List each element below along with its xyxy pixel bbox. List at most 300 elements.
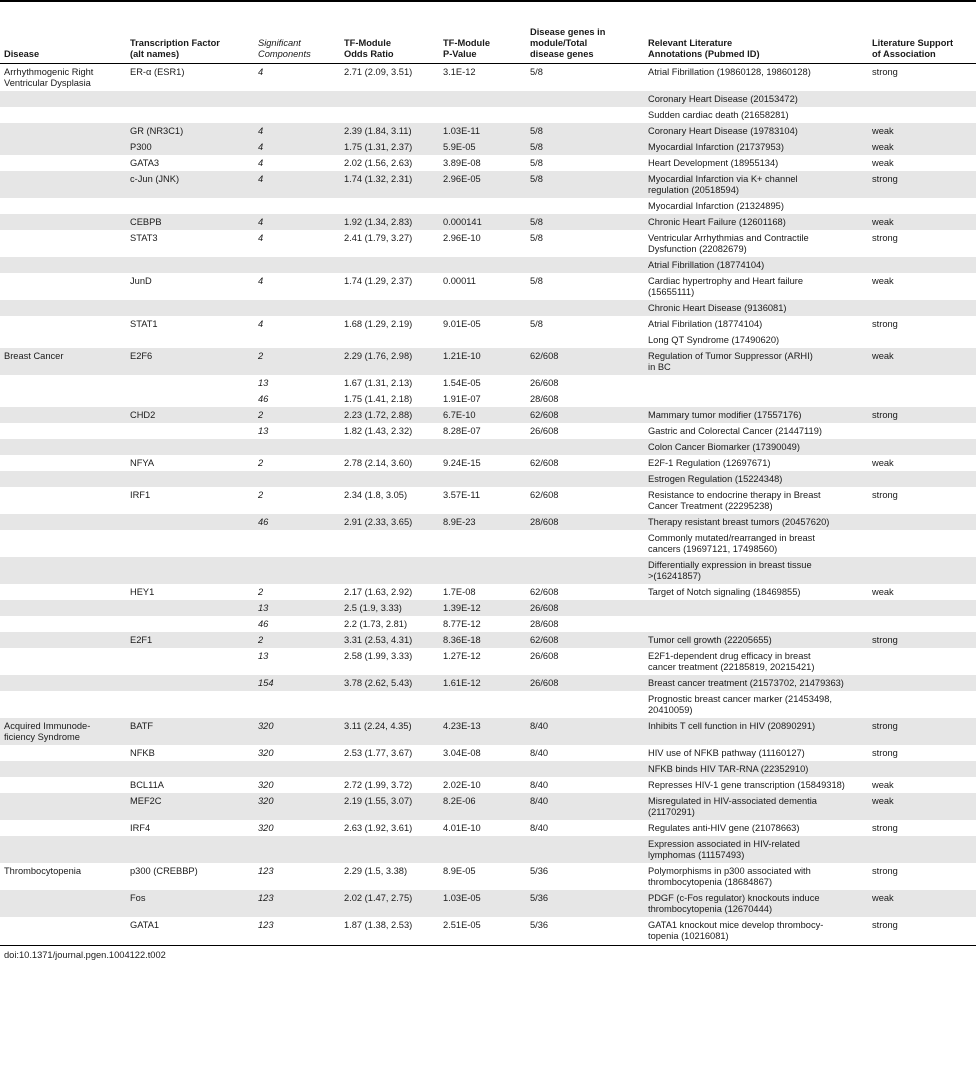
p-value-cell: [439, 107, 526, 123]
annotation-cell: PDGF (c-Fos regulator) knockouts induce thrombocytopenia (12670444): [644, 890, 868, 917]
p-value-cell: [439, 530, 526, 557]
annotation-cell: Myocardial Infarction (21737953): [644, 139, 868, 155]
tf-cell: c-Jun (JNK): [126, 171, 254, 198]
disease-genes-cell: 8/40: [530, 779, 549, 790]
components-cell: [254, 691, 340, 718]
table-row: [0, 214, 976, 230]
tf-cell: MEF2C: [126, 793, 254, 820]
support-cell: strong: [872, 489, 898, 500]
p-value-cell: [439, 300, 526, 316]
disease-genes-cell: 5/8: [530, 232, 543, 243]
support-cell: [868, 91, 976, 107]
support-cell: weak: [868, 793, 976, 820]
table-row: [0, 675, 976, 691]
tf-cell: [126, 91, 254, 107]
disease-cell: [0, 214, 126, 230]
components-cell: [254, 530, 340, 557]
tf-cell: [126, 675, 254, 691]
disease-genes-cell: 5/36: [530, 865, 549, 876]
tf-cell: [126, 557, 254, 584]
components-cell: 4: [258, 318, 264, 329]
annotation-cell: Heart Development (18955134): [648, 157, 779, 168]
annotation-cell: Regulation of Tumor Suppressor (ARHI) in BC: [644, 348, 868, 375]
annotation-cell: Differentially expression in breast tissue >(16241857): [644, 557, 868, 584]
components-cell: [254, 107, 340, 123]
components-cell: [254, 439, 340, 455]
disease-cell: [0, 407, 126, 423]
p-value-cell: 3.89E-08: [443, 157, 481, 168]
tf-cell: E2F1: [126, 632, 254, 648]
disease-cell: [0, 471, 126, 487]
odds-ratio-cell: 2.2 (1.73, 2.81): [344, 618, 408, 629]
support-cell: strong: [868, 632, 976, 648]
table-row: [0, 761, 976, 777]
odds-ratio-cell: 2.19 (1.55, 3.07): [340, 793, 439, 820]
components-cell: 13: [258, 377, 269, 388]
odds-ratio-cell: 2.29 (1.5, 3.38): [344, 865, 408, 876]
p-value-cell: 0.00011: [443, 275, 476, 286]
p-value-cell: [439, 332, 526, 348]
components-cell: 2: [254, 348, 340, 375]
p-value-cell: 1.7E-08: [443, 586, 476, 597]
disease-genes-cell: 5/8: [526, 139, 644, 155]
annotation-cell: Colon Cancer Biomarker (17390049): [644, 439, 868, 455]
p-value-cell: 8.36E-18: [439, 632, 526, 648]
table-row: [0, 600, 976, 616]
odds-ratio-cell: 2.39 (1.84, 3.11): [340, 123, 439, 139]
table-row: [0, 63, 976, 91]
odds-ratio-cell: [340, 198, 439, 214]
annotation-cell: Estrogen Regulation (15224348): [644, 471, 868, 487]
odds-ratio-cell: 1.68 (1.29, 2.19): [344, 318, 413, 329]
support-cell: [868, 761, 976, 777]
components-cell: 320: [254, 793, 340, 820]
support-cell: weak: [868, 348, 976, 375]
support-cell: weak: [872, 586, 894, 597]
odds-ratio-cell: 2.72 (1.99, 3.72): [344, 779, 413, 790]
odds-ratio-cell: [340, 691, 439, 718]
p-value-cell: 2.02E-10: [443, 779, 481, 790]
disease-genes-cell: 62/608: [530, 489, 559, 500]
odds-ratio-cell: [340, 471, 439, 487]
table-row: [0, 198, 976, 214]
disease-genes-cell: [526, 439, 644, 455]
annotation-cell: E2F1-dependent drug efficacy in breast cancer treatment (22185819, 20215421): [648, 650, 815, 672]
components-cell: 4: [254, 214, 340, 230]
odds-ratio-cell: [340, 836, 439, 863]
tf-cell: [126, 107, 254, 123]
support-cell: [868, 439, 976, 455]
table-row: [0, 316, 976, 332]
disease-cell: [0, 332, 126, 348]
tf-cell: GATA3: [130, 157, 160, 168]
disease-cell: [0, 530, 126, 557]
table-row: [0, 171, 976, 198]
annotation-cell: Chronic Heart Failure (12601168): [644, 214, 868, 230]
disease-genes-cell: 8/40: [526, 793, 644, 820]
disease-genes-cell: [526, 332, 644, 348]
support-cell: strong: [872, 919, 898, 930]
table-row: [0, 471, 976, 487]
tf-cell: GR (NR3C1): [126, 123, 254, 139]
odds-ratio-cell: 1.82 (1.43, 2.32): [344, 425, 413, 436]
disease-genes-cell: [526, 198, 644, 214]
annotation-cell: Long QT Syndrome (17490620): [648, 334, 780, 345]
support-cell: [868, 616, 976, 632]
annotation-cell: Regulates anti-HIV gene (21078663): [648, 822, 800, 833]
disease-genes-cell: 62/608: [530, 457, 559, 468]
annotation-cell: Commonly mutated/rearranged in breast cancers (19697121, 17498560): [648, 532, 815, 554]
support-cell: [868, 257, 976, 273]
results-table: [0, 21, 976, 944]
table-row: [0, 890, 976, 917]
p-value-cell: 3.57E-11: [443, 489, 481, 500]
tf-cell: STAT1: [130, 318, 158, 329]
support-cell: [868, 557, 976, 584]
tf-cell: [126, 332, 254, 348]
disease-cell: [0, 300, 126, 316]
components-cell: 320: [258, 779, 274, 790]
disease-genes-cell: 26/608: [530, 377, 559, 388]
table-row: [0, 691, 976, 718]
support-cell: [868, 836, 976, 863]
tf-cell: [126, 423, 254, 439]
components-cell: [254, 761, 340, 777]
top-rule: [0, 0, 976, 2]
components-cell: 13: [258, 650, 269, 661]
p-value-cell: 1.61E-12: [439, 675, 526, 691]
disease-genes-cell: [526, 257, 644, 273]
p-value-cell: 3.1E-12: [443, 66, 476, 77]
components-cell: [254, 836, 340, 863]
odds-ratio-cell: 2.23 (1.72, 2.88): [340, 407, 439, 423]
disease-genes-cell: 28/608: [530, 618, 559, 629]
annotation-cell: Prognostic breast cancer marker (21453498, 20410059): [648, 693, 832, 715]
disease-cell: [0, 257, 126, 273]
annotation-cell: Therapy resistant breast tumors (20457620): [644, 514, 868, 530]
p-value-cell: [439, 439, 526, 455]
components-cell: 4: [258, 232, 264, 243]
p-value-cell: 1.03E-05: [439, 890, 526, 917]
support-cell: [868, 198, 976, 214]
annotation-cell: Cardiac hypertrophy and Heart failure (15655111): [648, 275, 804, 297]
p-value-cell: [439, 471, 526, 487]
table-row: [0, 530, 976, 557]
tf-cell: HEY1: [130, 586, 155, 597]
table-row: [0, 836, 976, 863]
table-row: [0, 863, 976, 890]
annotation-cell: E2F-1 Regulation (12697671): [648, 457, 771, 468]
table-row: [0, 584, 976, 600]
components-cell: 46: [254, 514, 340, 530]
annotation-cell: Represses HIV-1 gene transcription (15849318): [648, 779, 845, 790]
disease-cell: [0, 557, 126, 584]
tf-cell: BATF: [126, 718, 254, 745]
table-row: [0, 155, 976, 171]
support-cell: weak: [872, 779, 894, 790]
odds-ratio-cell: [340, 91, 439, 107]
annotation-cell: Misregulated in HIV-associated dementia (21170291): [644, 793, 868, 820]
tf-cell: STAT3: [130, 232, 158, 243]
components-cell: 13: [258, 425, 269, 436]
annotation-cell: Atrial Fibrilation (18774104): [648, 318, 763, 329]
disease-cell: [0, 198, 126, 214]
odds-ratio-cell: 1.74 (1.29, 2.37): [344, 275, 413, 286]
p-value-cell: 2.96E-10: [443, 232, 481, 243]
support-cell: weak: [868, 214, 976, 230]
tf-cell: IRF1: [130, 489, 151, 500]
disease-cell: Arrhythmogenic Right Ventricular Dysplasia: [4, 66, 94, 88]
annotation-cell: Expression associated in HIV-related lymphomas (11157493): [644, 836, 868, 863]
odds-ratio-cell: [340, 107, 439, 123]
annotation-cell: Coronary Heart Disease (19783104): [644, 123, 868, 139]
tf-cell: P300: [126, 139, 254, 155]
tf-cell: CEBPB: [126, 214, 254, 230]
disease-cell: [0, 648, 126, 675]
table-row: [0, 793, 976, 820]
disease-genes-cell: 5/8: [530, 66, 543, 77]
disease-genes-cell: [526, 836, 644, 863]
support-cell: [868, 675, 976, 691]
tf-cell: ER-α (ESR1): [130, 66, 185, 77]
disease-genes-cell: 5/8: [526, 214, 644, 230]
disease-genes-cell: [526, 691, 644, 718]
odds-ratio-cell: 2.41 (1.79, 3.27): [344, 232, 413, 243]
table-row: [0, 648, 976, 675]
disease-cell: [0, 155, 126, 171]
table-row: [0, 557, 976, 584]
support-cell: weak: [868, 139, 976, 155]
odds-ratio-cell: 3.31 (2.53, 4.31): [340, 632, 439, 648]
components-cell: 4: [254, 123, 340, 139]
tf-cell: [126, 514, 254, 530]
disease-cell: [0, 375, 126, 391]
odds-ratio-cell: 1.74 (1.32, 2.31): [340, 171, 439, 198]
disease-genes-cell: [526, 300, 644, 316]
support-cell: [868, 530, 976, 557]
components-cell: 46: [258, 618, 269, 629]
support-cell: strong: [868, 407, 976, 423]
disease-genes-cell: 62/608: [526, 632, 644, 648]
disease-cell: [0, 820, 126, 836]
disease-genes-cell: 5/8: [530, 318, 543, 329]
annotation-cell: Myocardial Infarction (21324895): [648, 200, 784, 211]
odds-ratio-cell: 2.02 (1.56, 2.63): [344, 157, 413, 168]
tf-cell: NFYA: [130, 457, 155, 468]
odds-ratio-cell: [340, 761, 439, 777]
support-cell: strong: [872, 747, 898, 758]
disease-genes-cell: 5/8: [526, 171, 644, 198]
table-row: [0, 439, 976, 455]
support-cell: [868, 423, 976, 439]
p-value-cell: 1.03E-11: [439, 123, 526, 139]
table-row: [0, 123, 976, 139]
odds-ratio-cell: 2.34 (1.8, 3.05): [344, 489, 408, 500]
odds-ratio-cell: 2.02 (1.47, 2.75): [340, 890, 439, 917]
odds-ratio-cell: 1.87 (1.38, 2.53): [344, 919, 413, 930]
disease-cell: [0, 584, 126, 600]
annotation-cell: [644, 600, 868, 616]
tf-cell: p300 (CREBBP): [130, 865, 198, 876]
annotation-cell: [644, 391, 868, 407]
tf-cell: [126, 761, 254, 777]
table-row: [0, 820, 976, 836]
components-cell: 320: [258, 747, 274, 758]
table-row: [0, 407, 976, 423]
disease-cell: [0, 917, 126, 944]
header-row: [0, 21, 976, 63]
annotation-cell: Atrial Fibrillation (19860128, 19860128): [648, 66, 811, 77]
disease-genes-cell: 5/36: [526, 890, 644, 917]
p-value-cell: 1.27E-12: [443, 650, 481, 661]
annotation-cell: [644, 616, 868, 632]
tf-cell: [126, 198, 254, 214]
odds-ratio-cell: [340, 257, 439, 273]
odds-ratio-cell: [340, 439, 439, 455]
header-p-value: TF-Module P-Value: [439, 21, 526, 63]
odds-ratio-cell: 2.71 (2.09, 3.51): [344, 66, 413, 77]
doi-caption: doi:10.1371/journal.pgen.1004122.t002: [4, 950, 166, 960]
support-cell: [868, 691, 976, 718]
disease-genes-cell: 28/608: [530, 393, 559, 404]
header-literature-support: Literature Support of Association: [868, 21, 976, 63]
disease-genes-cell: [526, 530, 644, 557]
p-value-cell: [439, 691, 526, 718]
header-literature-annotations: Relevant Literature Annotations (Pubmed ID): [644, 21, 868, 63]
disease-genes-cell: 62/608: [530, 586, 559, 597]
annotation-cell: Tumor cell growth (22205655): [644, 632, 868, 648]
table-row: [0, 257, 976, 273]
disease-cell: Breast Cancer: [0, 348, 126, 375]
support-cell: strong: [868, 171, 976, 198]
tf-cell: [126, 439, 254, 455]
support-cell: strong: [868, 718, 976, 745]
disease-genes-cell: 28/608: [526, 514, 644, 530]
p-value-cell: 9.01E-05: [443, 318, 481, 329]
p-value-cell: [439, 91, 526, 107]
support-cell: [868, 648, 976, 675]
odds-ratio-cell: 2.17 (1.63, 2.92): [344, 586, 413, 597]
support-cell: [868, 391, 976, 407]
support-cell: weak: [872, 157, 894, 168]
disease-cell: [0, 514, 126, 530]
table-row: [0, 423, 976, 439]
tf-cell: E2F6: [126, 348, 254, 375]
tf-cell: [126, 300, 254, 316]
disease-cell: [0, 123, 126, 139]
p-value-cell: 3.04E-08: [443, 747, 481, 758]
disease-genes-cell: 5/8: [526, 123, 644, 139]
support-cell: weak: [872, 275, 894, 286]
disease-cell: [0, 439, 126, 455]
components-cell: 123: [254, 890, 340, 917]
disease-cell: [0, 423, 126, 439]
components-cell: 154: [254, 675, 340, 691]
odds-ratio-cell: 2.63 (1.92, 3.61): [344, 822, 413, 833]
disease-cell: [0, 230, 126, 257]
support-cell: [868, 300, 976, 316]
header-disease: Disease: [0, 21, 126, 63]
disease-cell: [0, 777, 126, 793]
disease-genes-cell: [526, 107, 644, 123]
components-cell: 123: [258, 919, 274, 930]
disease-cell: [0, 273, 126, 300]
disease-cell: [0, 675, 126, 691]
components-cell: 4: [258, 157, 264, 168]
p-value-cell: [439, 761, 526, 777]
table-row: [0, 139, 976, 155]
p-value-cell: [439, 557, 526, 584]
disease-cell: [0, 487, 126, 514]
components-cell: [254, 257, 340, 273]
table-row: [0, 487, 976, 514]
table-row: [0, 514, 976, 530]
p-value-cell: 8.2E-06: [439, 793, 526, 820]
disease-genes-cell: 8/40: [526, 718, 644, 745]
components-cell: [254, 471, 340, 487]
disease-genes-cell: 5/8: [530, 275, 543, 286]
p-value-cell: [439, 257, 526, 273]
disease-genes-cell: 5/36: [530, 919, 549, 930]
components-cell: [254, 300, 340, 316]
table-row: [0, 718, 976, 745]
disease-genes-cell: 26/608: [526, 600, 644, 616]
disease-genes-cell: 26/608: [530, 650, 559, 661]
p-value-cell: [439, 198, 526, 214]
annotation-cell: GATA1 knockout mice develop thrombocy- topenia (10216081): [648, 919, 824, 941]
p-value-cell: [439, 836, 526, 863]
bottom-rule: [0, 945, 976, 946]
support-cell: strong: [872, 66, 898, 77]
disease-genes-cell: 26/608: [526, 675, 644, 691]
p-value-cell: 0.000141: [439, 214, 526, 230]
odds-ratio-cell: [340, 332, 439, 348]
tf-cell: [126, 257, 254, 273]
support-cell: weak: [872, 457, 894, 468]
table-row: [0, 917, 976, 944]
p-value-cell: 2.96E-05: [439, 171, 526, 198]
table-row: [0, 332, 976, 348]
components-cell: 4: [254, 171, 340, 198]
annotation-cell: Breast cancer treatment (21573702, 21479363): [644, 675, 868, 691]
components-cell: [254, 198, 340, 214]
components-cell: 2: [258, 489, 264, 500]
p-value-cell: 6.7E-10: [439, 407, 526, 423]
disease-cell: [0, 316, 126, 332]
table-row: [0, 777, 976, 793]
table-row: [0, 348, 976, 375]
tf-cell: [126, 616, 254, 632]
disease-cell: [0, 91, 126, 107]
p-value-cell: 1.54E-05: [443, 377, 481, 388]
p-value-cell: 8.9E-05: [443, 865, 476, 876]
disease-cell: [0, 391, 126, 407]
disease-cell: [0, 632, 126, 648]
table-row: [0, 91, 976, 107]
odds-ratio-cell: [340, 300, 439, 316]
components-cell: 2: [254, 407, 340, 423]
p-value-cell: 2.51E-05: [443, 919, 481, 930]
disease-cell: [0, 745, 126, 761]
tf-cell: [126, 648, 254, 675]
odds-ratio-cell: 1.92 (1.34, 2.83): [340, 214, 439, 230]
table-row: [0, 107, 976, 123]
disease-cell: [0, 691, 126, 718]
p-value-cell: 8.9E-23: [439, 514, 526, 530]
tf-cell: GATA1: [130, 919, 160, 930]
p-value-cell: 1.21E-10: [439, 348, 526, 375]
disease-cell: [0, 455, 126, 471]
